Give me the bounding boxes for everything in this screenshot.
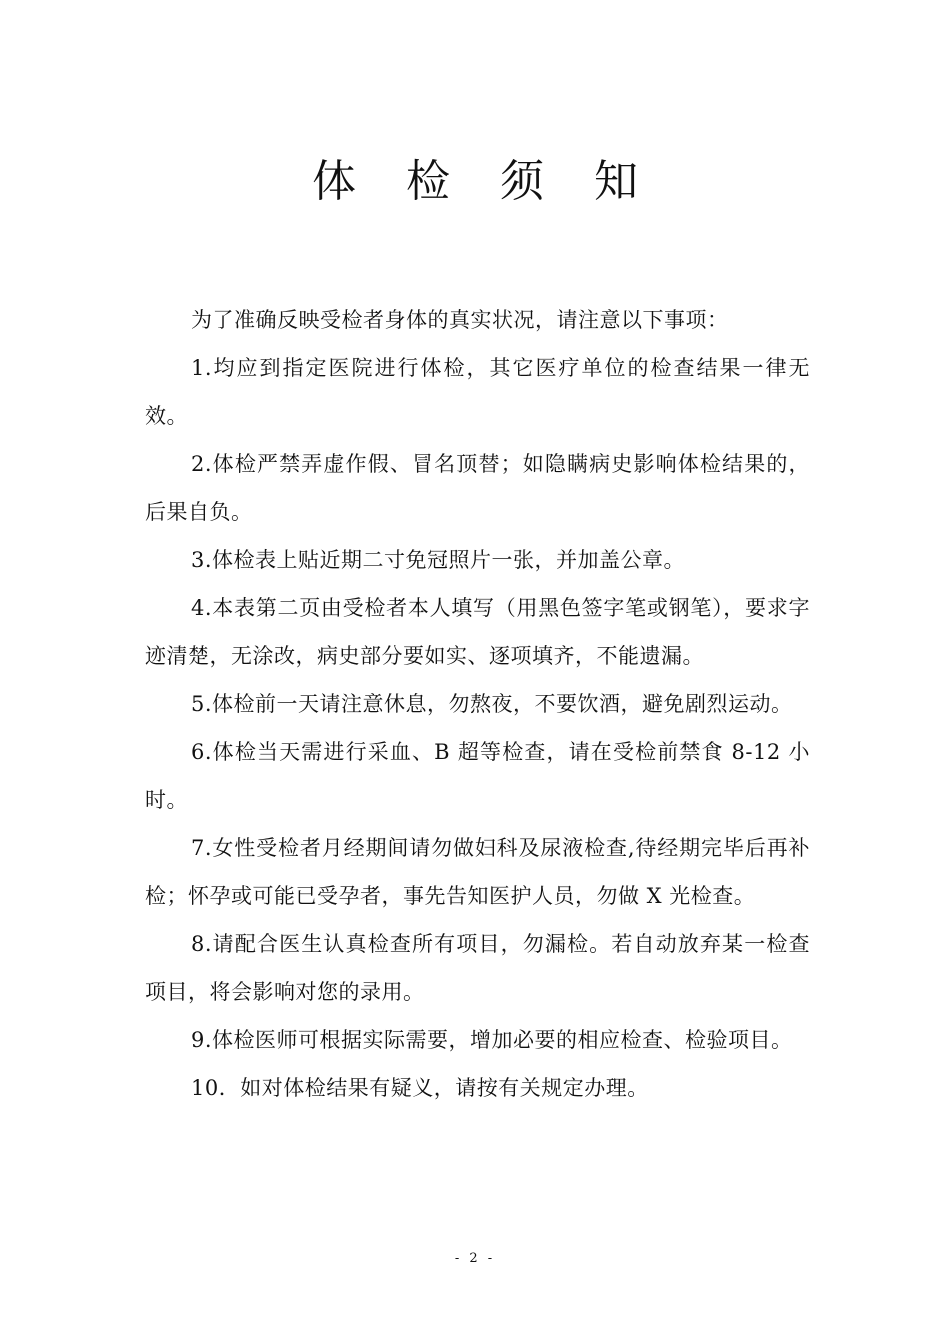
- notice-item-5: 5.体检前一天请注意休息，勿熬夜，不要饮酒，避免剧烈运动。: [191, 692, 793, 716]
- notice-item-9: 9.体检医师可根据实际需要，增加必要的相应检查、检验项目。: [191, 1028, 793, 1052]
- notice-body: [145, 296, 810, 1112]
- notice-item-7: 7.女性受检者月经期间请勿做妇科及尿液检查,待经期完毕后再补检；怀孕或可能已受孕者，事先告知医护人员，勿做 X 光检查。: [145, 836, 810, 908]
- notice-item-3: 3.体检表上贴近期二寸免冠照片一张，并加盖公章。: [191, 548, 686, 572]
- notice-item-8: 8.请配合医生认真检查所有项目，勿漏检。若自动放弃某一检查项目，将会影响对您的录用。: [145, 932, 810, 1004]
- notice-item-10: 10．如对体检结果有疑义，请按有关规定办理。: [191, 1076, 649, 1100]
- page-number: - 2 -: [454, 1251, 496, 1266]
- intro-paragraph: 为了准确反映受检者身体的真实状况，请注意以下事项：: [191, 308, 729, 332]
- notice-item-1: 1.均应到指定医院进行体检，其它医疗单位的检查结果一律无效。: [145, 356, 810, 428]
- page-title: 体 检 须 知: [312, 156, 656, 207]
- notice-item-2: 2.体检严禁弄虚作假、冒名顶替；如隐瞒病史影响体检结果的，后果自负。: [145, 452, 810, 524]
- notice-item-4: 4.本表第二页由受检者本人填写（用黑色签字笔或钢笔），要求字迹清楚，无涂改，病史部分要如实、逐项填齐，不能遗漏。: [145, 596, 810, 668]
- notice-item-6: 6.体检当天需进行采血、B 超等检查，请在受检前禁食 8-12 小时。: [145, 740, 810, 812]
